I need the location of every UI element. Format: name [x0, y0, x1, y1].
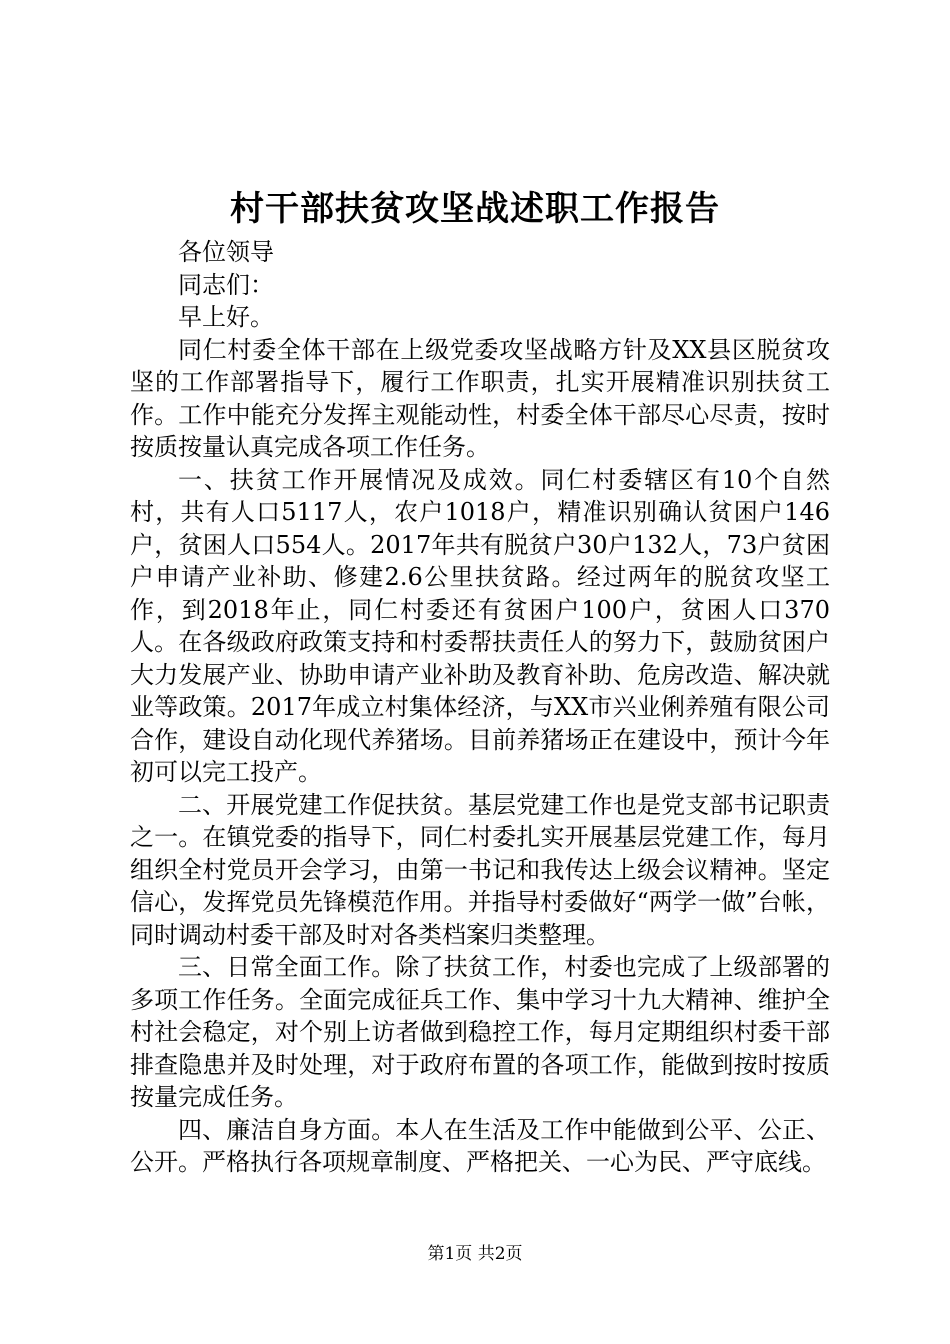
salutation-comrades: 同志们：	[178, 270, 274, 299]
document-body	[130, 236, 830, 1179]
paragraph-intro: 同仁村委全体干部在上级党委攻坚战略方针及XX县区脱贫攻坚的工作部署指导下，履行工作职责，扎实开展精准识别扶贫工作。工作中能充分发挥主观能动性，村委全体干部尽心尽责，按时按质按量认真完成各项工作任务。	[130, 335, 830, 461]
paragraph-party-building: 二、开展党建工作促扶贫。基层党建工作也是党支部书记职责之一。在镇党委的指导下，同仁村委扎实开展基层党建工作，每月组织全村党员开会学习，由第一书记和我传达上级会议精神。坚定信心，发挥党员先锋模范作用。并指导村委做好“两学一做”台帐，同时调动村委干部及时对各类档案归类整理。	[130, 790, 830, 949]
paragraph-daily-work: 三、日常全面工作。除了扶贫工作，村委也完成了上级部署的多项工作任务。全面完成征兵工作、集中学习十九大精神、维护全村社会稳定，对个别上访者做到稳控工作，每月定期组织村委干部排查隐患并及时处理，对于政府布置的各项工作，能做到按时按质按量完成任务。	[130, 953, 830, 1111]
page-footer: 第1页 共2页	[427, 1244, 523, 1264]
salutation-leaders: 各位领导	[178, 238, 274, 266]
document-title: 村干部扶贫攻坚战述职工作报告	[230, 189, 720, 229]
paragraph-poverty-alleviation: 一、扶贫工作开展情况及成效。同仁村委辖区有10个自然村，共有人口5117人，农户1018户，精准识别确认贫困户146户，贫困人口554人。2017年共有脱贫户30户132人，73户贫困户申请产业补助、修建2.6公里扶贫路。经过两年的脱贫攻坚工作，到2018年止，同仁村委还有贫困户100户，贫困人口370人。在各级政府政策支持和村委帮扶责任人的努力下，鼓励贫困户大力发展产业、协助申请产业补助及教育补助、危房改造、解决就业等政策。2017年成立村集体经济，与XX市兴业俐养殖有限公司合作，建设自动化现代养猪场。目前养猪场正在建设中，预计今年初可以完工投产。	[130, 465, 830, 786]
salutation-greeting: 早上好。	[178, 303, 274, 331]
paragraph-integrity: 四、廉洁自身方面。本人在生活及工作中能做到公平、公正、公开。严格执行各项规章制度、严格把关、一心为民、严守底线。	[130, 1115, 830, 1176]
